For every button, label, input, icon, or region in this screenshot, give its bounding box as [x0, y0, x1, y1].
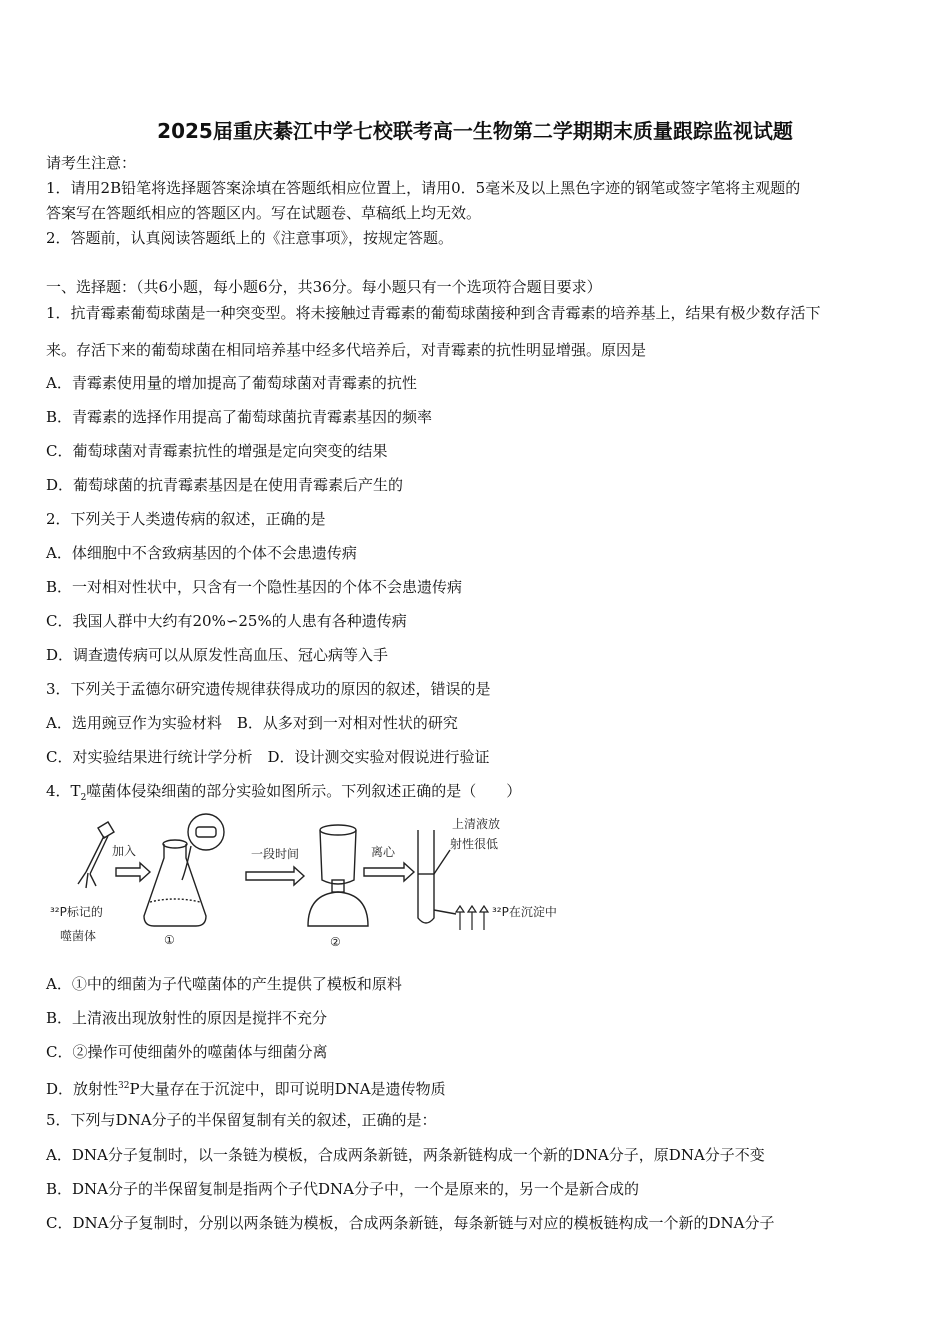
q3-options-cd: C．对实验结果进行统计学分析 D．设计测交实验对假说进行验证	[46, 748, 490, 766]
q4-stem	[46, 781, 521, 808]
q4-option-d-pre: D．放射性	[46, 1080, 119, 1098]
q1-option-d: D．葡萄球菌的抗青霉素基因是在使用青霉素后产生的	[46, 476, 404, 494]
q4-stem-pre: 4．T	[46, 782, 81, 800]
supernatant-label-1: 上清液放	[452, 817, 501, 831]
q4-option-a: A．①中的细菌为子代噬菌体的产生提供了模板和原料	[46, 975, 402, 993]
wait-label: 一段时间	[251, 847, 300, 861]
supernatant-label-2: 射性很低	[450, 837, 499, 851]
flask-icon	[144, 814, 224, 926]
notice-item-2: 2．答题前，认真阅读答题纸上的《注意事项》，按规定答题。	[46, 229, 454, 247]
q5-option-c: C．DNA分子复制时，分别以两条链为模板，合成两条新链，每条新链与对应的模板链构成一个新的DNA分子	[46, 1214, 775, 1232]
q4-option-c: C．②操作可使细菌外的噬菌体与细菌分离	[46, 1043, 328, 1061]
blender-icon	[308, 825, 368, 926]
phage-label-2: 噬菌体	[60, 929, 97, 943]
centrifuge-label: 离心	[371, 845, 396, 859]
q4-option-d-sup: 32	[118, 1081, 130, 1091]
q5-stem: 5．下列与DNA分子的半保留复制有关的叙述，正确的是：	[46, 1111, 437, 1129]
circle-1: ①	[164, 933, 175, 947]
notice-item-1b: 答案写在答题纸相应的答题区内。写在试题卷、草稿纸上均无效。	[46, 204, 482, 222]
phage-experiment-figure	[46, 810, 586, 960]
q2-option-a: A．体细胞中不含致病基因的个体不会患遗传病	[46, 544, 357, 562]
q2-option-d: D．调查遗传病可以从原发性高血压、冠心病等入手	[46, 646, 389, 664]
q4-option-d	[46, 1076, 446, 1099]
arrow-icon	[116, 863, 150, 881]
q4-stem-post: 噬菌体侵染细菌的部分实验如图所示。下列叙述正确的是（ ）	[86, 782, 522, 800]
precipitate-label: ³²P在沉淀中	[492, 905, 557, 919]
q2-stem: 2．下列关于人类遗传病的叙述，正确的是	[46, 510, 326, 528]
q3-stem: 3．下列关于孟德尔研究遗传规律获得成功的原因的叙述，错误的是	[46, 680, 491, 698]
circle-2: ②	[330, 935, 341, 949]
phage-cluster-icon	[456, 906, 488, 930]
arrow-icon	[246, 867, 304, 885]
add-label: 加入	[112, 844, 137, 858]
q4-option-b: B．上清液出现放射性的原因是搅拌不充分	[46, 1009, 328, 1027]
q1-stem-a: 1．抗青霉素葡萄球菌是一种突变型。将未接触过青霉素的葡萄球菌接种到含青霉素的培养基上，结果有极少数存活下	[46, 304, 821, 322]
arrow-icon	[364, 863, 414, 881]
page-title: 2025届重庆綦江中学七校联考高一生物第二学期期末质量跟踪监视试题	[157, 119, 793, 143]
notice-heading: 请考生注意：	[46, 154, 137, 172]
q1-option-a: A．青霉素使用量的增加提高了葡萄球菌对青霉素的抗性	[46, 374, 417, 392]
q4-option-d-post: P大量存在于沉淀中，即可说明DNA是遗传物质	[129, 1080, 446, 1098]
q1-stem-b: 来。存活下来的葡萄球菌在相同培养基中经多代培养后，对青霉素的抗性明显增强。原因是	[46, 341, 647, 359]
q5-option-a: A．DNA分子复制时，以一条链为模板，合成两条新链，两条新链构成一个新的DNA分子，原DNA分子不变	[46, 1146, 765, 1164]
q3-options-ab: A．选用豌豆作为实验材料 B．从多对到一对相对性状的研究	[46, 714, 458, 732]
q4-stem-sub: 2	[80, 793, 87, 803]
section-heading: 一、选择题：（共6小题，每小题6分，共36分。每小题只有一个选项符合题目要求）	[46, 278, 602, 296]
q5-option-b: B．DNA分子的半保留复制是指两个子代DNA分子中，一个是原来的，另一个是新合成的	[46, 1180, 639, 1198]
q1-option-b: B．青霉素的选择作用提高了葡萄球菌抗青霉素基因的频率	[46, 408, 433, 426]
q2-option-c: C．我国人群中大约有20%∽25%的人患有各种遗传病	[46, 612, 407, 630]
q2-option-b: B．一对相对性状中，只含有一个隐性基因的个体不会患遗传病	[46, 578, 463, 596]
notice-item-1a: 1．请用2B铅笔将选择题答案涂填在答题纸相应位置上，请用0．5毫米及以上黑色字迹的钢笔或签字笔将主观题的	[46, 179, 801, 197]
q1-option-c: C．葡萄球菌对青霉素抗性的增强是定向突变的结果	[46, 442, 388, 460]
phage-label-1: ³²P标记的	[50, 905, 103, 919]
phage-icon	[78, 822, 114, 888]
